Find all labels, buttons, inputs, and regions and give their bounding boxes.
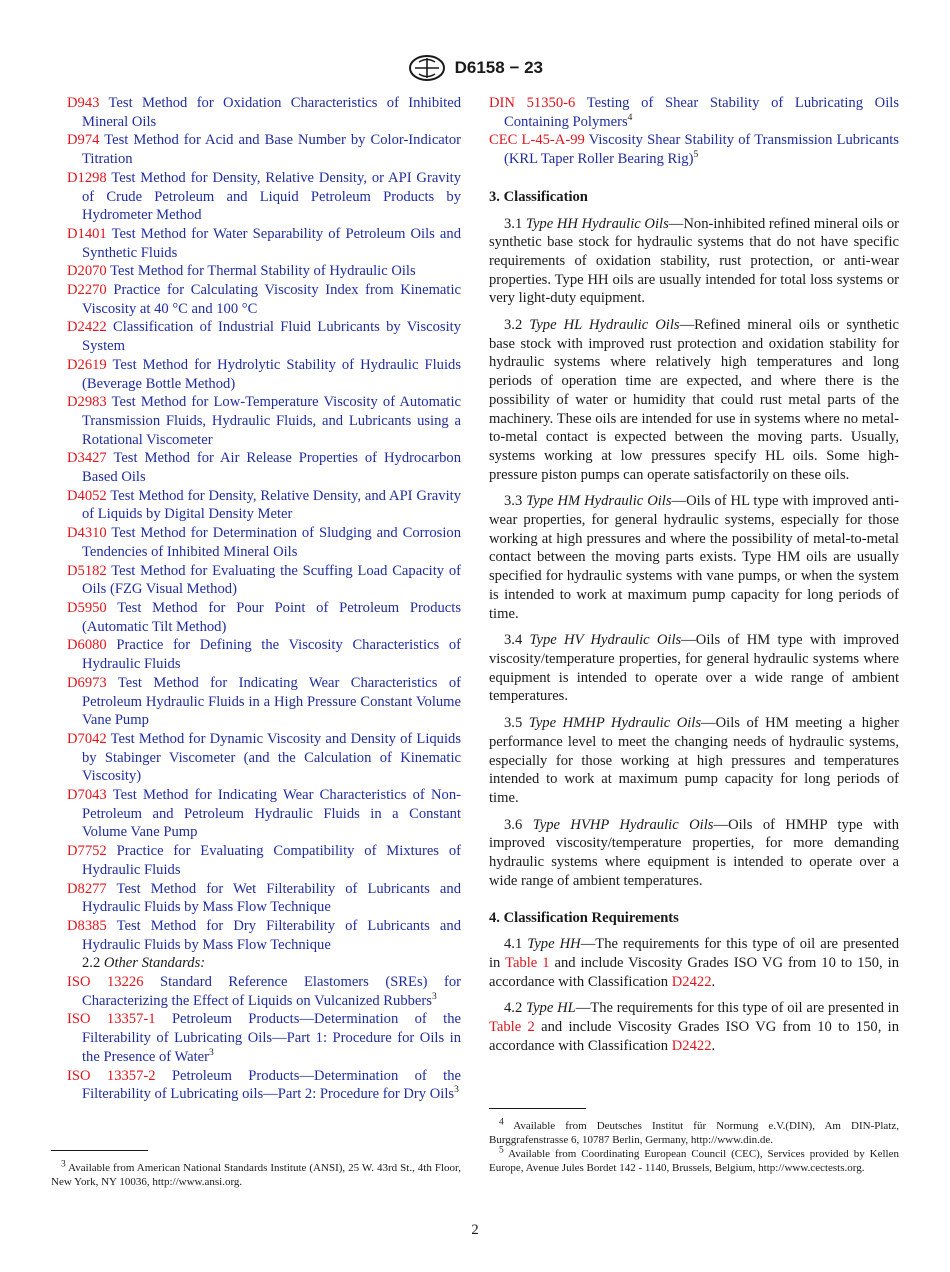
reference-code-link[interactable]: D2070 — [67, 263, 107, 280]
reference-item — [67, 449, 461, 486]
paragraph-term: Type HVHP Hydraulic Oils — [532, 816, 714, 833]
reference-code-link[interactable]: CEC L-45-A-99 — [489, 132, 585, 149]
reference-item — [67, 487, 461, 524]
reference-title-link[interactable]: Test Method for Hydrolytic Stability of Hydraulic Fluids (Beverage Bottle Method) — [82, 356, 461, 392]
paragraph-text: —Oils of HM type with improved viscosity/temperature properties, for general hydraulic systems where equipment is intended to operate over a wide range of ambient temperatures. — [489, 632, 900, 705]
reference-item — [67, 131, 461, 168]
paragraph-text: —Oils of HM meeting a higher performance level to meet the changing needs of hydraulic systems, especially for those working at high pressures and temperatures intended to work at maximum pump capacity for long periods of time. — [489, 715, 900, 806]
classification-paragraph — [489, 714, 899, 808]
paragraph-term: Type HL Hydraulic Oils — [529, 317, 680, 334]
paragraph-text: —Oils of HMHP type with improved viscosity/temperature properties, for more demanding hydraulic systems where equipment is intended to operate over a wide range of ambient temperatures. — [489, 816, 900, 889]
reference-item — [67, 674, 461, 730]
paragraph-text: . — [711, 973, 716, 990]
reference-code-link[interactable]: ISO 13357-2 — [67, 1067, 156, 1084]
reference-title-link[interactable]: Test Method for Pour Point of Petroleum Products (Automatic Tilt Method) — [82, 599, 462, 635]
reference-code-link[interactable]: D1401 — [67, 225, 107, 242]
reference-title-link[interactable]: Classification of Industrial Fluid Lubricants by Viscosity System — [82, 319, 462, 355]
paragraph-text: and include Viscosity Grades ISO VG from 10 to 150, in accordance with Classification — [489, 1018, 900, 1054]
reference-item — [67, 1067, 461, 1104]
reference-item — [67, 524, 461, 561]
reference-code-link[interactable]: D4052 — [67, 487, 107, 504]
reference-item — [67, 917, 461, 954]
footnote-number: 5 — [499, 1145, 504, 1156]
footnote — [489, 1147, 899, 1175]
page-header — [0, 53, 950, 83]
reference-item — [67, 1010, 461, 1066]
reference-code-link[interactable]: D1298 — [67, 169, 107, 186]
section-3-heading: 3. Classification — [489, 188, 588, 205]
footnote-text: Available from Deutsches Institut für Normung e.V.(DIN), Am DIN-Platz, Burggrafenstrasse 6, 10787 Berlin, Germany, http://www.din.de. — [489, 1120, 899, 1146]
reference-item — [67, 562, 461, 599]
paragraph-number: 3.6 — [504, 816, 523, 833]
reference-code-link[interactable]: D6080 — [67, 637, 107, 654]
reference-item — [67, 786, 461, 842]
reference-title-link[interactable]: Standard Reference Elastomers (SREs) for Characterizing the Effect of Liquids on Vulcanized Rubbers — [82, 974, 461, 1009]
reference-title-link[interactable]: Test Method for Oxidation Characteristics of Inhibited Mineral Oils — [82, 95, 461, 130]
reference-title-link[interactable]: Test Method for Determination of Sludging and Corrosion Tendencies of Inhibited Mineral Oils — [82, 525, 461, 560]
paragraph-text: —Oils of HL type with improved anti-wear properties, for general hydraulic systems, especially for those working at high pressures and where the possibility of metal-to-metal contact between the moving parts exists. Type HM oils are usually specified for hydraulic systems with vane pumps, or when the system is intended to work at maximum pump capacity for long periods of time. — [489, 493, 899, 622]
reference-item — [67, 393, 461, 449]
paragraph-text: —Refined mineral oils or synthetic base stock with improved rust protection and oxidation stability for hydraulic systems where relatively high temperatures and long periods of operation time are expected, and where there is the possibility of water or humidity that could rust metal parts of the machinery. These oils are intended for use in systems where no metal-to-metal contact is expected between the moving parts. Usually, systems working at low pressures specify HL oils. Some high-pressure piston pumps can operate satisfactorily on these oils. — [489, 317, 900, 483]
classification-paragraph — [489, 492, 899, 623]
reference-code-link[interactable]: D2270 — [67, 282, 107, 299]
reference-title-link[interactable]: Test Method for Evaluating the Scuffing Load Capacity of Oils (FZG Visual Method) — [82, 562, 462, 598]
other-standards-list — [67, 973, 461, 1104]
reference-code-link[interactable]: D2422 — [67, 319, 107, 336]
reference-code-link[interactable]: D974 — [67, 132, 100, 149]
reference-item — [67, 880, 461, 917]
reference-item — [67, 94, 461, 131]
reference-title-link[interactable]: Practice for Evaluating Compatibility of Mixtures of Hydraulic Fluids — [82, 843, 461, 878]
footnote-marker: 3 — [431, 991, 437, 1002]
left-column — [67, 94, 461, 1104]
reference-item — [67, 842, 461, 879]
table-link[interactable]: Table 2 — [489, 1018, 535, 1035]
reference-code-link[interactable]: D8277 — [67, 880, 107, 897]
reference-item — [67, 356, 461, 393]
paragraph-text: —The requirements for this type of oil are presented in — [575, 1000, 899, 1017]
footnote-marker: 3 — [209, 1048, 214, 1058]
reference-title-link[interactable]: Test Method for Air Release Properties of Hydrocarbon Based Oils — [82, 450, 461, 486]
footnote-marker: 5 — [693, 150, 699, 161]
footnote — [51, 1161, 461, 1189]
footnotes-right — [489, 1119, 899, 1175]
classification-paragraph — [489, 816, 899, 891]
reference-item — [67, 636, 461, 673]
paragraph-number: 3.5 — [504, 715, 523, 732]
reference-title-link[interactable]: Test Method for Indicating Wear Characteristics of Non-Petroleum and Petroleum Hydraulic Fluids in a Constant Volume Vane Pump — [82, 787, 461, 841]
reference-item — [67, 318, 461, 355]
paragraph-number: 3.2 — [504, 317, 523, 334]
reference-item — [67, 225, 461, 262]
reference-title-link[interactable]: Test Method for Water Separability of Petroleum Oils and Synthetic Fluids — [82, 225, 461, 261]
right-reference-list — [489, 94, 899, 169]
classification-paragraph — [489, 316, 899, 484]
paragraph-number: 3.4 — [504, 632, 523, 649]
section-4-heading: 4. Classification Requirements — [489, 910, 679, 927]
paragraph-text: . — [711, 1037, 716, 1054]
reference-title-link[interactable]: Test Method for Density, Relative Density, or API Gravity of Crude Petroleum and Liquid Petroleum Products by Hydrometer Method — [82, 169, 462, 224]
footnote-number: 3 — [61, 1159, 66, 1170]
document-id: D6158 − 23 — [454, 57, 544, 77]
reference-item — [489, 94, 899, 131]
footnote-marker: 4 — [627, 112, 633, 123]
paragraph-term: Type HL — [526, 1000, 576, 1017]
reference-code-link[interactable]: D2619 — [67, 356, 107, 373]
standard-link[interactable]: D2422 — [671, 973, 712, 990]
requirements-paragraph — [489, 935, 899, 991]
reference-title-link[interactable]: Test Method for Thermal Stability of Hydraulic Oils — [110, 263, 416, 280]
reference-title-link[interactable]: Testing of Shear Stability of Lubricating Oils Containing Polymers — [504, 95, 900, 130]
reference-code-link[interactable]: D943 — [67, 95, 100, 111]
other-standards-heading: 2.2 Other Standards: — [82, 955, 206, 972]
paragraph-term: Type HH — [527, 936, 581, 953]
footnote-number: 4 — [499, 1117, 504, 1128]
reference-code-link[interactable]: D7042 — [67, 730, 107, 747]
footnote — [489, 1119, 899, 1147]
footnote-marker: 3 — [454, 1085, 459, 1096]
reference-title-link[interactable]: Test Method for Wet Filterability of Lubricants and Hydraulic Fluids by Mass Flow Technique — [82, 880, 461, 916]
reference-item — [67, 599, 461, 636]
reference-code-link[interactable]: D2983 — [67, 394, 107, 411]
paragraph-term: Type HM Hydraulic Oils — [526, 493, 672, 510]
reference-title-link[interactable]: Viscosity Shear Stability of Transmission Lubricants (KRL Taper Roller Bearing Rig) — [504, 132, 899, 168]
reference-title-link[interactable]: Test Method for Acid and Base Number by Color-Indicator Titration — [82, 132, 461, 168]
reference-item — [489, 131, 899, 168]
astm-logo-icon — [407, 53, 447, 83]
reference-title-link[interactable]: Practice for Calculating Viscosity Index from Kinematic Viscosity at 40 °C and 100 °C — [82, 282, 461, 317]
footnote-text: Available from Coordinating European Council (CEC), Services provided by Kellen Europe, Avenue Jules Bordet 142 - 1140, Brussels, Belgium, http://www.cectests.org. — [489, 1148, 899, 1174]
reference-title-link[interactable]: Test Method for Dynamic Viscosity and Density of Liquids by Stabinger Viscometer (and the Calculation of Kinematic Viscosity) — [82, 730, 461, 785]
paragraph-term: Type HMHP Hydraulic Oils — [528, 715, 702, 732]
page-number: 2 — [471, 1222, 479, 1238]
right-column — [489, 94, 899, 1063]
footnote-text: Available from American National Standards Institute (ANSI), 25 W. 43rd St., 4th Floor, New York, NY 10036, http://www.ansi.org. — [51, 1162, 461, 1188]
standard-link[interactable]: D2422 — [671, 1037, 712, 1054]
reference-code-link[interactable]: DIN 51350-6 — [489, 95, 576, 111]
paragraph-number: 3.3 — [504, 493, 523, 510]
paragraph-text: —Non-inhibited refined mineral oils or synthetic base stock for hydraulic systems that do not have specific requirements of oxidation stability, rust protection, or anti-wear properties. Type HH oils are usually intended for total loss systems or very light-duty equipment. — [489, 215, 900, 307]
footnotes-left — [51, 1161, 461, 1189]
reference-title-link[interactable]: Test Method for Indicating Wear Characteristics of Petroleum Hydraulic Fluids in a High Pressure Constant Volume Vane Pump — [82, 674, 461, 729]
paragraph-number: 4.2 — [504, 1000, 523, 1017]
footnote-rule-right — [489, 1108, 586, 1109]
reference-code-link[interactable]: D6973 — [67, 674, 107, 691]
reference-item — [67, 973, 461, 1010]
reference-title-link[interactable]: Test Method for Dry Filterability of Lubricants and Hydraulic Fluids by Mass Flow Technique — [82, 917, 461, 953]
classification-paragraph — [489, 631, 899, 706]
requirements-paragraph — [489, 999, 899, 1055]
paragraph-number: 4.1 — [504, 936, 523, 953]
classification-paragraph — [489, 215, 899, 309]
reference-title-link[interactable]: Petroleum Products—Determination of the Filterability of Lubricating Oils—Part 1: Procedure for Oils in the Presence of Water — [82, 1011, 462, 1065]
reference-title-link[interactable]: Test Method for Low-Temperature Viscosity of Automatic Transmission Fluids, Hydraulic Fluids, and Lubricants using a Rotational Viscometer — [82, 394, 461, 448]
reference-code-link[interactable]: D8385 — [67, 917, 107, 934]
reference-code-link[interactable]: ISO 13357-1 — [67, 1011, 156, 1028]
reference-code-link[interactable]: D3427 — [67, 450, 107, 467]
table-link[interactable]: Table 1 — [505, 954, 550, 971]
paragraph-number: 3.1 — [504, 215, 523, 232]
reference-item — [67, 262, 461, 281]
reference-code-link[interactable]: D5182 — [67, 562, 107, 579]
paragraph-text: and include Viscosity Grades ISO VG from 10 to 150, in accordance with Classification — [489, 954, 899, 990]
reference-code-link[interactable]: D7043 — [67, 787, 107, 804]
reference-title-link[interactable]: Petroleum Products—Determination of the Filterability of Lubricating oils—Part 2: Procedure for Dry Oils — [82, 1067, 462, 1103]
reference-code-link[interactable]: D5950 — [67, 599, 107, 616]
reference-code-link[interactable]: ISO 13226 — [67, 974, 144, 991]
paragraph-term: Type HV Hydraulic Oils — [529, 632, 682, 649]
paragraph-text: —The requirements for this type of oil are presented in — [489, 936, 899, 971]
reference-code-link[interactable]: D7752 — [67, 843, 107, 860]
footnote-rule-left — [51, 1150, 148, 1151]
section-3-body — [489, 215, 899, 891]
reference-item — [67, 281, 461, 318]
reference-item — [67, 730, 461, 786]
astm-reference-list — [67, 94, 461, 954]
reference-title-link[interactable]: Practice for Defining the Viscosity Characteristics of Hydraulic Fluids — [82, 637, 461, 673]
reference-title-link[interactable]: Test Method for Density, Relative Density, and API Gravity of Liquids by Digital Density Meter — [82, 487, 461, 523]
section-4-body — [489, 935, 899, 1055]
reference-item — [67, 169, 461, 225]
reference-code-link[interactable]: D4310 — [67, 525, 107, 542]
paragraph-term: Type HH Hydraulic Oils — [525, 215, 669, 232]
